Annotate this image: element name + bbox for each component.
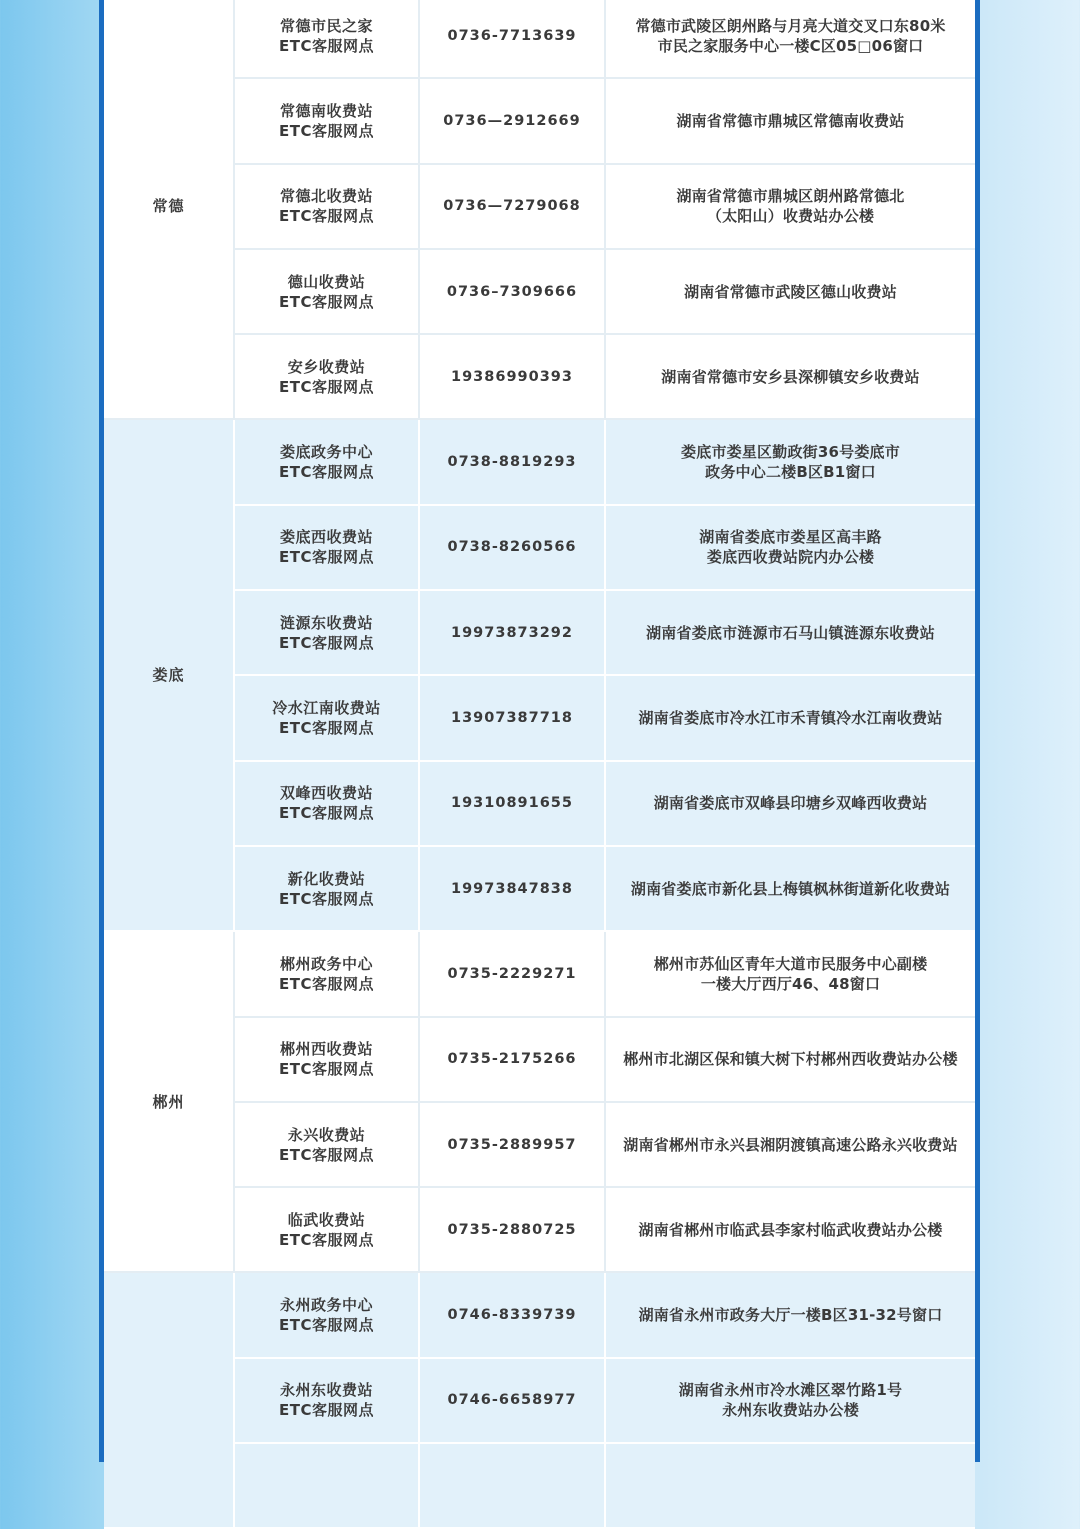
- phone-cell: [420, 506, 604, 589]
- outlet-name-line: ETC客服网点: [279, 974, 374, 993]
- phone-number: 19973873292: [451, 624, 573, 641]
- outlet-name-line: 郴州政务中心: [279, 954, 373, 973]
- address-cell: [606, 79, 975, 162]
- phone-cell: [420, 250, 604, 333]
- address-cell: [606, 165, 975, 248]
- city-cell: [104, 932, 233, 1271]
- city-label: 娄底: [152, 666, 185, 685]
- address-line: （太阳山）收费站办公楼: [706, 207, 875, 226]
- city-cell: [104, 0, 233, 418]
- address-line: 市民之家服务中心一楼C区05□06窗口: [657, 36, 924, 55]
- outlet-name-cell: [235, 1444, 418, 1527]
- phone-number: 0735-2889957: [447, 1136, 577, 1153]
- outlet-name-line: 娄底政务中心: [279, 443, 373, 462]
- outlet-name-cell: [235, 847, 418, 930]
- outlet-name-line: 冷水江南收费站: [272, 699, 381, 718]
- phone-cell: [420, 79, 604, 162]
- outlet-name-line: ETC客服网点: [279, 1401, 374, 1420]
- address-cell: [606, 250, 975, 333]
- phone-number: 19386990393: [451, 368, 573, 385]
- phone-number: 0738-8819293: [447, 454, 577, 471]
- outlet-name-cell: [235, 1103, 418, 1186]
- phone-cell: [420, 676, 604, 759]
- phone-number: 0736—2912669: [443, 112, 581, 129]
- outlet-name-line: ETC客服网点: [279, 36, 374, 55]
- outlet-name-cell: [235, 1188, 418, 1271]
- city-label: 郴州: [152, 1092, 185, 1111]
- address-cell: [606, 1188, 975, 1271]
- region-group: [104, 1273, 975, 1529]
- address-line: 郴州市苏仙区青年大道市民服务中心副楼: [653, 954, 928, 973]
- address-cell: [606, 1273, 975, 1356]
- outlet-name-cell: [235, 1273, 418, 1356]
- address-cell: [606, 420, 975, 503]
- phone-number: 0736-7713639: [447, 27, 577, 44]
- outlet-name-line: ETC客服网点: [279, 207, 374, 226]
- outlet-name-cell: [235, 762, 418, 845]
- address-line: 湖南省娄底市冷水江市禾青镇冷水江南收费站: [638, 709, 943, 728]
- phone-number: 19973847838: [451, 880, 573, 897]
- outlet-name-cell: [235, 932, 418, 1015]
- outlet-name-cell: [235, 79, 418, 162]
- phone-number: 0746-8339739: [447, 1307, 577, 1324]
- address-line: 湖南省常德市鼎城区常德南收费站: [676, 111, 905, 130]
- outlet-name-line: ETC客服网点: [279, 121, 374, 140]
- phone-number: 0735-2175266: [447, 1051, 577, 1068]
- outlet-name-line: 常德市民之家: [279, 16, 373, 35]
- phone-cell: [420, 847, 604, 930]
- address-cell: [606, 1018, 975, 1101]
- address-line: 政务中心二楼B区B1窗口: [705, 463, 876, 482]
- address-line: 湖南省娄底市双峰县印塘乡双峰西收费站: [653, 794, 928, 813]
- outlet-name-line: 永州东收费站: [279, 1381, 373, 1400]
- outlet-name-line: ETC客服网点: [279, 633, 374, 652]
- phone-number: 0746-6658977: [447, 1392, 577, 1409]
- address-cell: [606, 932, 975, 1015]
- frame-right-border: [975, 0, 980, 1462]
- address-line: 湖南省永州市政务大厅一楼B区31-32号窗口: [638, 1306, 943, 1325]
- phone-number: 0735-2229271: [447, 965, 577, 982]
- address-cell: [606, 1103, 975, 1186]
- address-line: 娄底西收费站院内办公楼: [706, 548, 875, 567]
- address-line: 常德市武陵区朗州路与月亮大道交叉口东80米: [635, 16, 946, 35]
- phone-cell: [420, 0, 604, 77]
- phone-number: 0736–7309666: [446, 283, 578, 300]
- address-line: 湖南省郴州市永兴县湘阴渡镇高速公路永兴收费站: [623, 1135, 958, 1154]
- outlet-name-line: ETC客服网点: [279, 1145, 374, 1164]
- address-line: 一楼大厅西厅46、48窗口: [700, 974, 881, 993]
- outlet-name-cell: [235, 506, 418, 589]
- outlet-name-line: 常德南收费站: [279, 101, 373, 120]
- outlet-name-line: 新化收费站: [287, 869, 366, 888]
- phone-cell: [420, 591, 604, 674]
- phone-number: 0735-2880725: [447, 1221, 577, 1238]
- outlet-name-line: ETC客服网点: [279, 292, 374, 311]
- outlet-name-cell: [235, 676, 418, 759]
- address-line: 湖南省常德市武陵区德山收费站: [684, 282, 897, 301]
- outlet-name-cell: [235, 0, 418, 77]
- address-cell: [606, 506, 975, 589]
- outlet-name-cell: [235, 420, 418, 503]
- outlet-name-line: ETC客服网点: [279, 377, 374, 396]
- address-cell: [606, 335, 975, 418]
- outlet-name-cell: [235, 250, 418, 333]
- address-cell: [606, 0, 975, 77]
- address-line: 湖南省娄底市娄星区高丰路: [699, 528, 882, 547]
- outlet-name-line: ETC客服网点: [279, 804, 374, 823]
- address-line: 湖南省娄底市涟源市石马山镇涟源东收费站: [646, 623, 935, 642]
- outlet-name-line: ETC客服网点: [279, 1230, 374, 1249]
- outlet-name-cell: [235, 1018, 418, 1101]
- region-group: [104, 0, 975, 420]
- phone-cell: [420, 1359, 604, 1442]
- address-line: 湖南省永州市冷水滩区翠竹路1号: [678, 1381, 903, 1400]
- city-cell: [104, 420, 233, 930]
- phone-cell: [420, 1444, 604, 1527]
- outlet-name-line: 永州政务中心: [279, 1296, 373, 1315]
- outlet-name-line: 双峰西收费站: [279, 784, 373, 803]
- outlet-name-line: ETC客服网点: [279, 719, 374, 738]
- outlet-name-line: 德山收费站: [287, 272, 366, 291]
- phone-cell: [420, 1103, 604, 1186]
- etc-service-outlet-table: [104, 0, 975, 1529]
- outlet-name-line: 常德北收费站: [279, 187, 373, 206]
- outlet-name-cell: [235, 165, 418, 248]
- city-label: 常德: [152, 197, 185, 216]
- phone-number: 0736—7279068: [443, 198, 581, 215]
- outlet-name-line: ETC客服网点: [279, 1060, 374, 1079]
- phone-cell: [420, 1188, 604, 1271]
- phone-cell: [420, 335, 604, 418]
- address-line: 湖南省郴州市临武县李家村临武收费站办公楼: [638, 1220, 943, 1239]
- address-cell: [606, 676, 975, 759]
- address-cell: [606, 1359, 975, 1442]
- address-cell: [606, 1444, 975, 1527]
- phone-number: 13907387718: [451, 710, 573, 727]
- outlet-name-line: ETC客服网点: [279, 889, 374, 908]
- address-line: 湖南省常德市鼎城区朗州路常德北: [676, 187, 905, 206]
- phone-number: 19310891655: [451, 795, 573, 812]
- city-cell: [104, 1273, 233, 1527]
- phone-cell: [420, 1273, 604, 1356]
- phone-cell: [420, 1018, 604, 1101]
- outlet-name-cell: [235, 591, 418, 674]
- outlet-name-line: 安乡收费站: [287, 357, 366, 376]
- address-cell: [606, 762, 975, 845]
- address-line: 娄底市娄星区勤政街36号娄底市: [681, 443, 900, 462]
- outlet-name-line: 涟源东收费站: [279, 613, 373, 632]
- address-line: 永州东收费站办公楼: [722, 1401, 859, 1420]
- address-line: 湖南省娄底市新化县上梅镇枫林街道新化收费站: [630, 879, 951, 898]
- outlet-name-line: 临武收费站: [287, 1210, 366, 1229]
- outlet-name-cell: [235, 335, 418, 418]
- address-line: 郴州市北湖区保和镇大树下村郴州西收费站办公楼: [623, 1050, 958, 1069]
- outlet-name-cell: [235, 1359, 418, 1442]
- phone-cell: [420, 762, 604, 845]
- phone-cell: [420, 420, 604, 503]
- outlet-name-line: ETC客服网点: [279, 548, 374, 567]
- phone-cell: [420, 932, 604, 1015]
- outlet-name-line: 永兴收费站: [287, 1125, 366, 1144]
- outlet-name-line: 郴州西收费站: [279, 1040, 373, 1059]
- outlet-name-line: ETC客服网点: [279, 463, 374, 482]
- phone-number: 0738-8260566: [447, 539, 577, 556]
- outlet-name-line: 娄底西收费站: [279, 528, 373, 547]
- region-group: [104, 932, 975, 1273]
- address-line: 湖南省常德市安乡县深柳镇安乡收费站: [661, 367, 920, 386]
- address-cell: [606, 591, 975, 674]
- address-cell: [606, 847, 975, 930]
- outlet-name-line: ETC客服网点: [279, 1316, 374, 1335]
- phone-cell: [420, 165, 604, 248]
- region-group: [104, 420, 975, 932]
